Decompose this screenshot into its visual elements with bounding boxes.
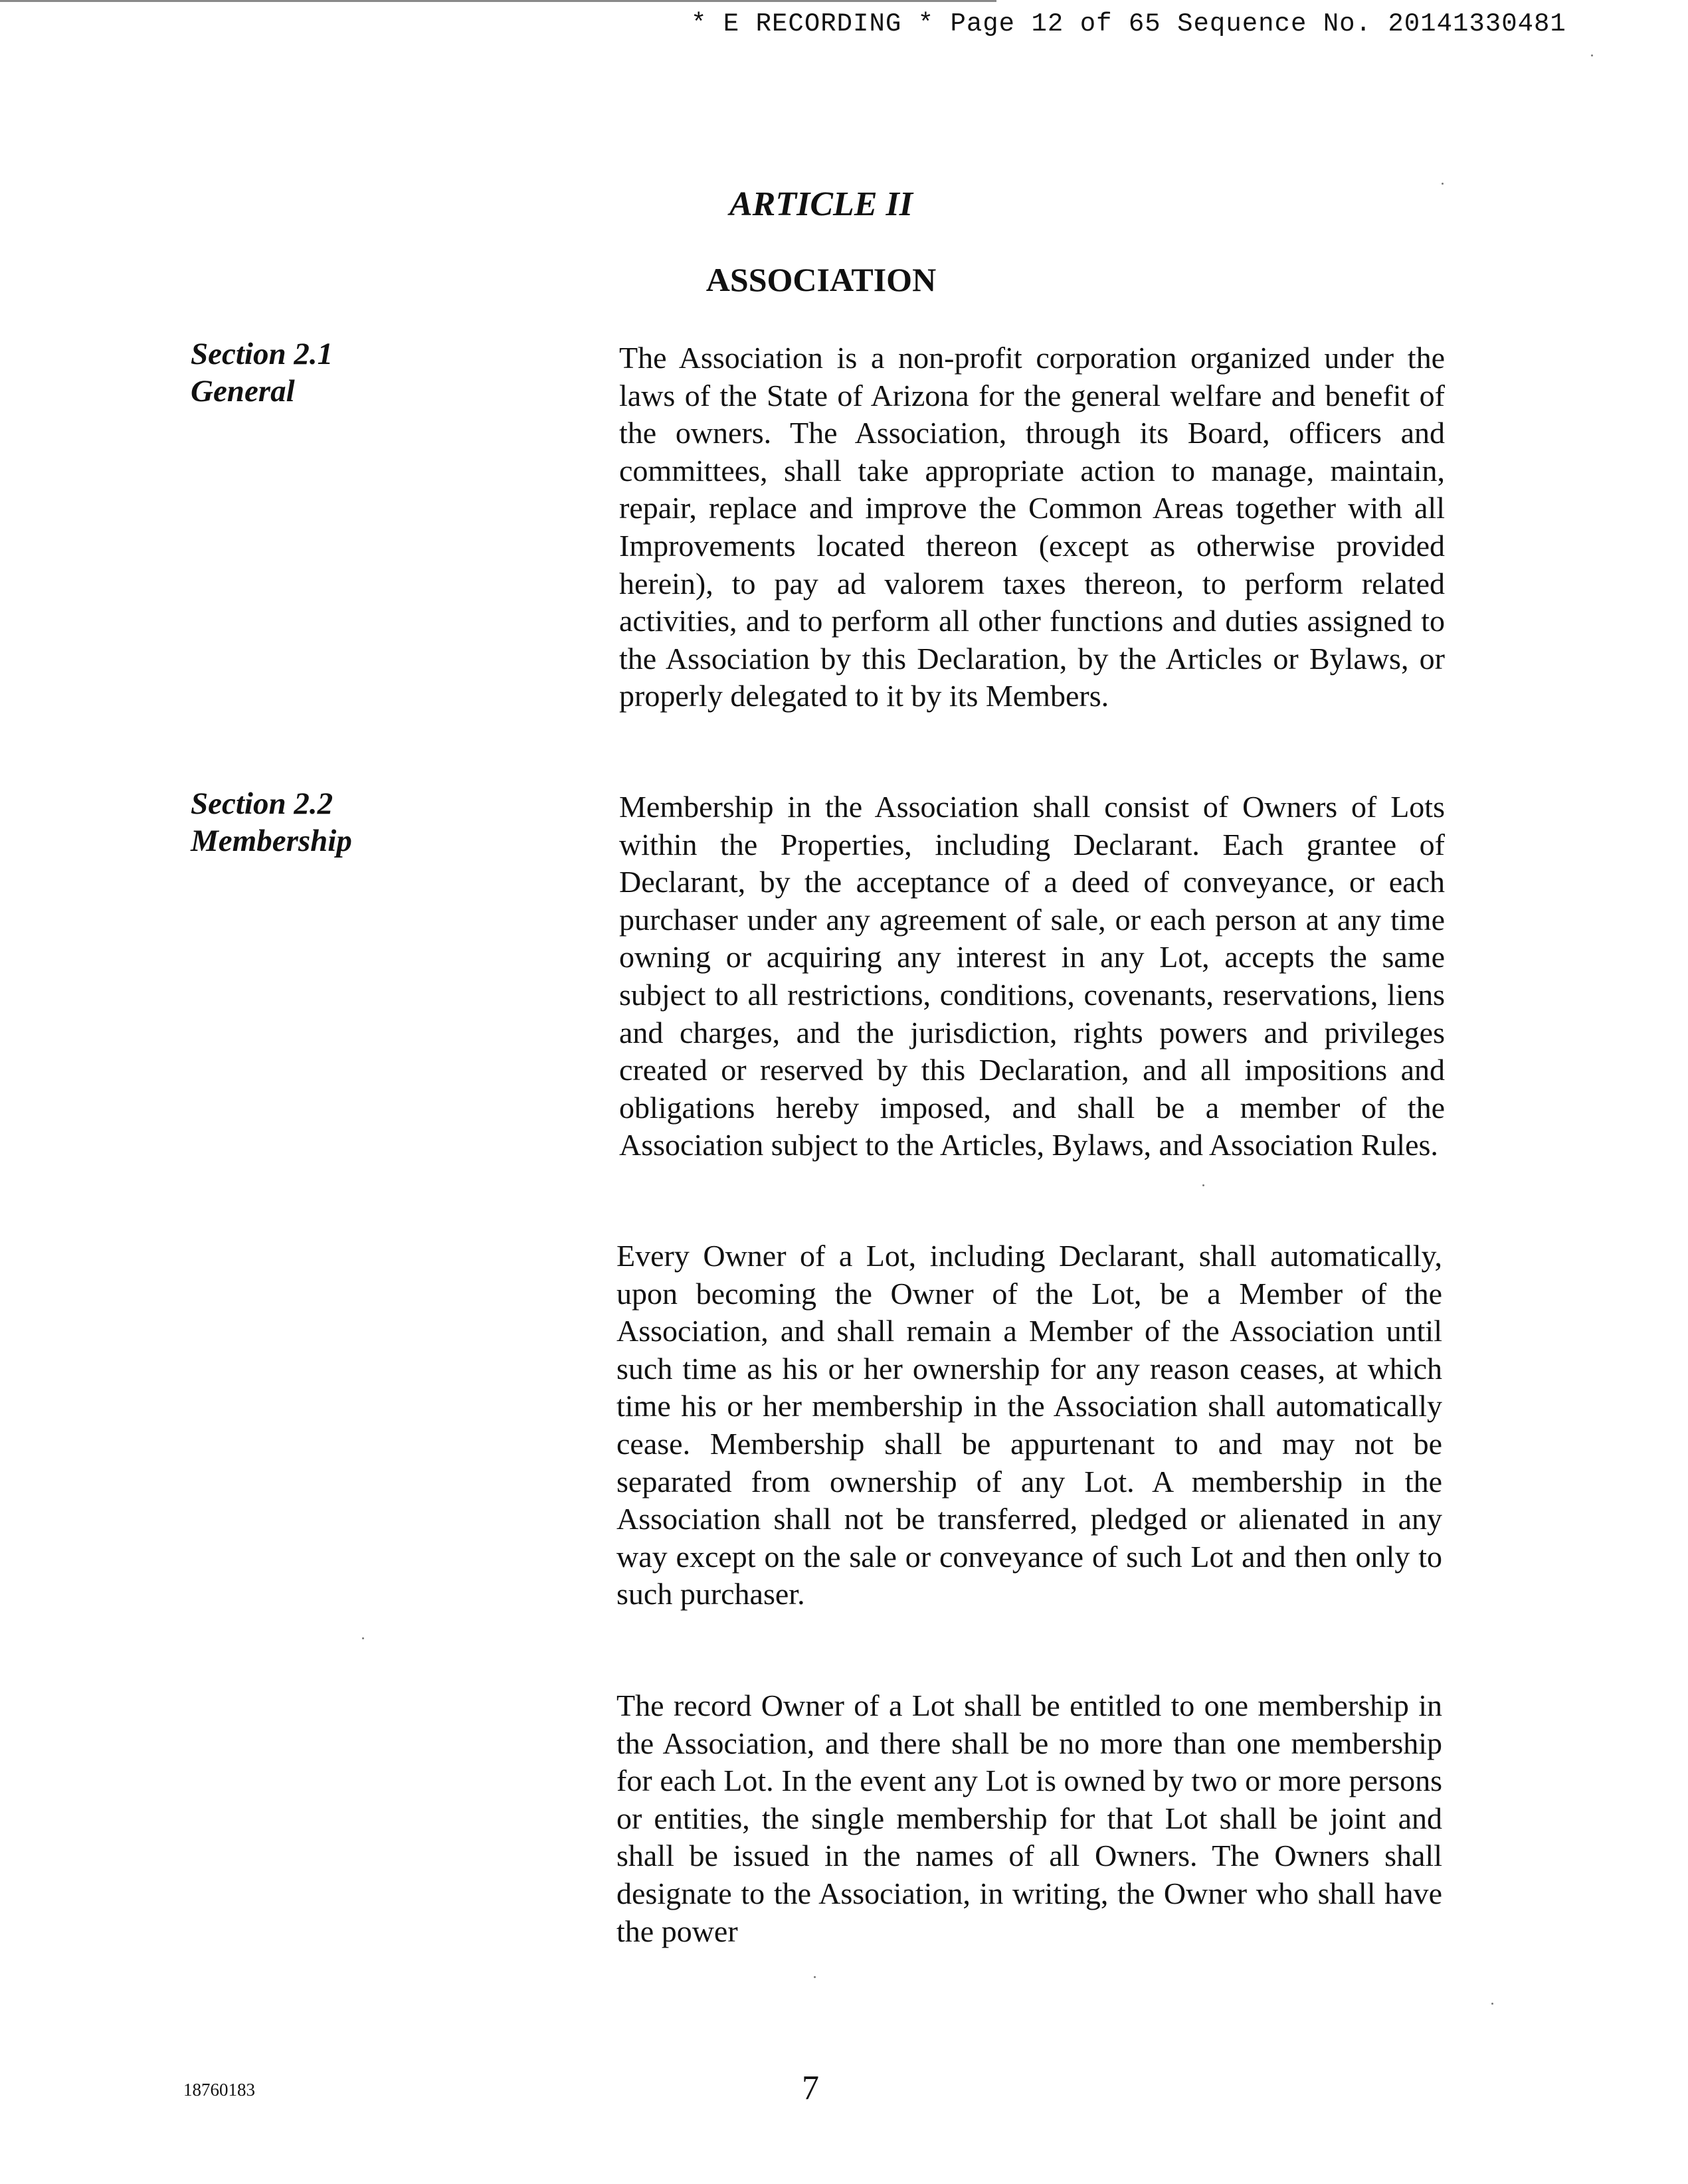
section-2-2-paragraph-2: Every Owner of a Lot, including Declarant, shall automatically, upon becoming the Owner of the Lot, be a Member of the Association, and shall remain a Member of the Association until such time as his or her ownership for any reason ceases, at which time his or her membership in the Association shall automatically cease. Membership shall be appurtenant to and may not be separated from ownership of any Lot. A membership in the Association shall not be transferred, pledged or alienated in any way except on the sale or conveyance of such Lot and then only to such purchaser. <box>616 1239 1442 1611</box>
scan-speck <box>1442 183 1444 185</box>
scan-edge-rule <box>0 0 996 2</box>
section-name: General <box>191 374 295 409</box>
section-2-1-paragraph: The Association is a non-profit corporation organized under the laws of the State of Arizona for the general welfare and benefit of the owners. The Association, through its Board, officers and committees, shall take appropriate action to manage, maintain, repair, replace and improve the Common Areas together with all Improvements located thereon (except as otherwise provided herein), to pay ad valorem taxes thereon, to perform related activities, and to perform all other functions and duties assigned to the Association by this Declaration, by the Articles or Bylaws, or properly delegated to it by its Members. <box>619 341 1445 713</box>
page-number: 7 <box>802 2069 819 2107</box>
section-number: Section 2.2 <box>191 786 333 821</box>
scan-speck <box>362 1637 364 1639</box>
recording-header: * E RECORDING * Page 12 of 65 Sequence No. 20141330481 <box>691 9 1566 39</box>
scan-speck <box>814 1976 816 1978</box>
article-subtitle: ASSOCIATION <box>705 261 937 298</box>
section-2-2-heading <box>191 785 523 860</box>
scan-speck <box>1202 1184 1204 1186</box>
scan-speck <box>1591 54 1593 56</box>
section-number: Section 2.1 <box>191 337 333 371</box>
document-number: 18760183 <box>183 2080 255 2100</box>
section-2-1-heading <box>191 335 523 410</box>
article-title: ARTICLE II <box>729 185 913 223</box>
section-name: Membership <box>191 824 352 858</box>
section-2-2-paragraph-1: Membership in the Association shall consist of Owners of Lots within the Properties, including Declarant. Each grantee of Declarant, by the acceptance of a deed of conveyance, or each purchaser under any agreement of sale, or each person at any time owning or acquiring any interest in any Lot, accepts the same subject to all restrictions, conditions, covenants, reservations, liens and charges, and the jurisdiction, rights powers and privileges created or reserved by this Declaration, and all impositions and obligations hereby imposed, and shall be a member of the Association subject to the Articles, Bylaws, and Association Rules. <box>619 790 1445 1162</box>
section-2-2-paragraph-3: The record Owner of a Lot shall be entitled to one membership in the Association, and there shall be no more than one membership for each Lot. In the event any Lot is owned by two or more persons or entities, the single membership for that Lot shall be joint and shall be issued in the names of all Owners. The Owners shall designate to the Association, in writing, the Owner who shall have the power <box>616 1688 1442 1948</box>
scan-speck <box>1491 2003 1493 2005</box>
